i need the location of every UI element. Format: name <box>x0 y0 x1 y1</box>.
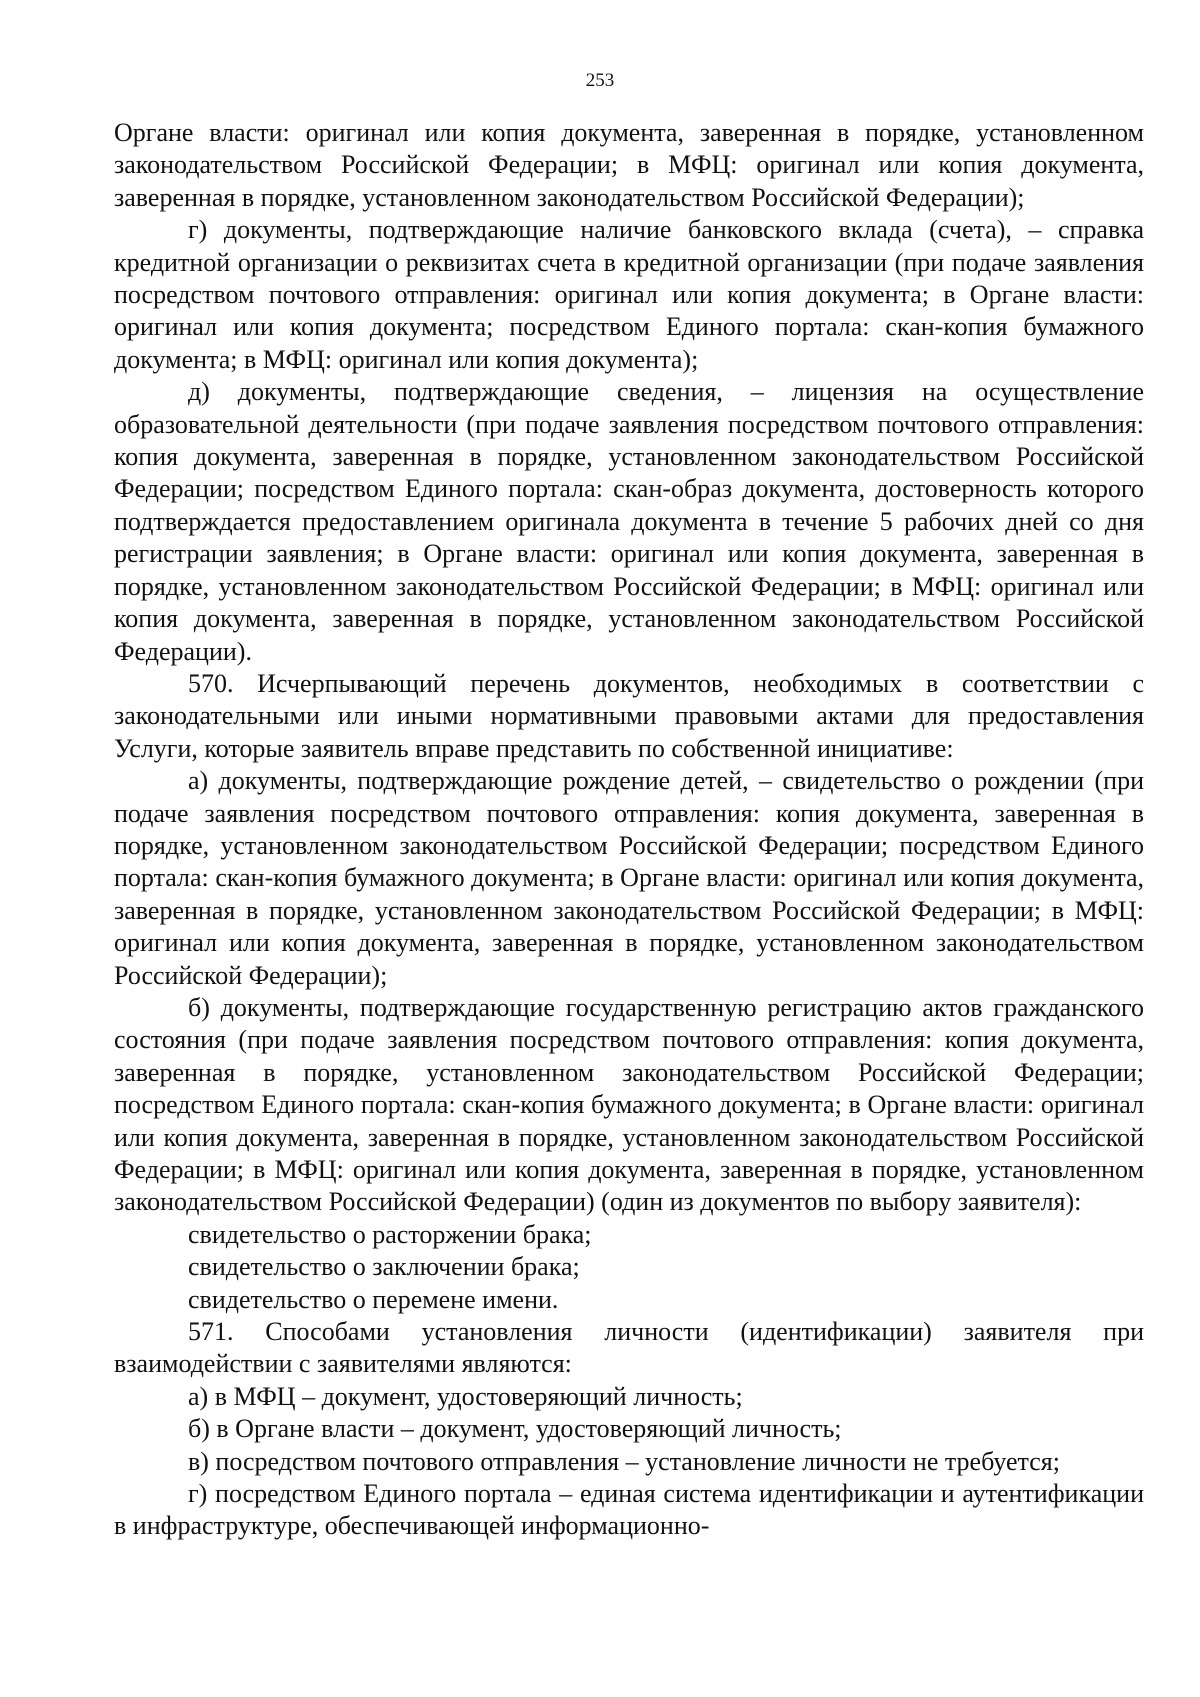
paragraph-item-a-mfc: а) в МФЦ – документ, удостоверяющий личность; <box>188 1381 743 1411</box>
paragraph-item-a-birth-certificate: а) документы, подтверждающие рождение детей, – свидетельство о рождении (при подаче заявления посредством почтового отправления: копия документа, заверенная в порядке, установленном законодательством Российской Федерации; посредством Единого портала: скан-копия бумажного документа; в Органе власти: оригинал или копия документа, заверенная в порядке, установленном законодательством Российской Федерации; в МФЦ: оригинал или копия документа, заверенная в порядке, установленном законодательством Российской Федерации); <box>114 766 1144 990</box>
paragraph-item-d-license: д) документы, подтверждающие сведения, – лицензия на осуществление образовательной деятельности (при подаче заявления посредством почтового отправления: копия документа, заверенная в порядке, установленном законодательством Российской Федерации; посредством Единого портала: скан-образ документа, достоверность которого подтверждается предоставлением оригинала документа в течение 5 рабочих дней со дня регистрации заявления; в Органе власти: оригинал или копия документа, заверенная в порядке, установленном законодательством Российской Федерации; в МФЦ: оригинал или копия документа, заверенная в порядке, установленном законодательством Российской Федерации). <box>114 377 1144 666</box>
paragraph-571: 571. Способами установления личности (идентификации) заявителя при взаимодействии с заявителями являются: <box>114 1317 1144 1379</box>
list-item-name-change-certificate: свидетельство о перемене имени. <box>188 1284 559 1314</box>
paragraph-continuation: Органе власти: оригинал или копия документа, заверенная в порядке, установленном законодательством Российской Федерации; в МФЦ: оригинал или копия документа, заверенная в порядке, установленном законодательством Российской Федерации); <box>114 118 1144 212</box>
list-item-divorce-certificate: свидетельство о расторжении брака; <box>188 1219 592 1249</box>
paragraph-item-g-unified-portal: г) посредством Единого портала – единая система идентификации и аутентификации в инфраструктуре, обеспечивающей информационно- <box>114 1479 1144 1541</box>
page-number: 253 <box>585 70 615 91</box>
paragraph-item-b-civil-registration: б) документы, подтверждающие государственную регистрацию актов гражданского состояния (при подаче заявления посредством почтового отправления: копия документа, заверенная в порядке, установленном законодательством Российской Федерации; посредством Единого портала: скан-копия бумажного документа; в Органе власти: оригинал или копия документа, заверенная в порядке, установленном законодательством Российской Федерации; в МФЦ: оригинал или копия документа, заверенная в порядке, установленном законодательством Российской Федерации) (один из документов по выбору заявителя): <box>114 992 1144 1217</box>
paragraph-item-b-authority: б) в Органе власти – документ, удостоверяющий личность; <box>188 1414 842 1444</box>
paragraph-570: 570. Исчерпывающий перечень документов, необходимых в соответствии с законодательными или иными нормативными правовыми актами для предоставления Услуги, которые заявитель вправе представить по собственной инициативе: <box>114 668 1144 763</box>
paragraph-item-v-postal: в) посредством почтового отправления – установление личности не требуется; <box>188 1446 1060 1476</box>
paragraph-item-g-bank-deposit: г) документы, подтверждающие наличие банковского вклада (счета), – справка кредитной организации о реквизитах счета в кредитной организации (при подаче заявления посредством почтового отправления: оригинал или копия документа; в Органе власти: оригинал или копия документа; посредством Единого портала: скан-копия бумажного документа; в МФЦ: оригинал или копия документа); <box>114 215 1144 374</box>
list-item-marriage-certificate: свидетельство о заключении брака; <box>188 1252 580 1282</box>
document-body <box>114 117 1144 1543</box>
